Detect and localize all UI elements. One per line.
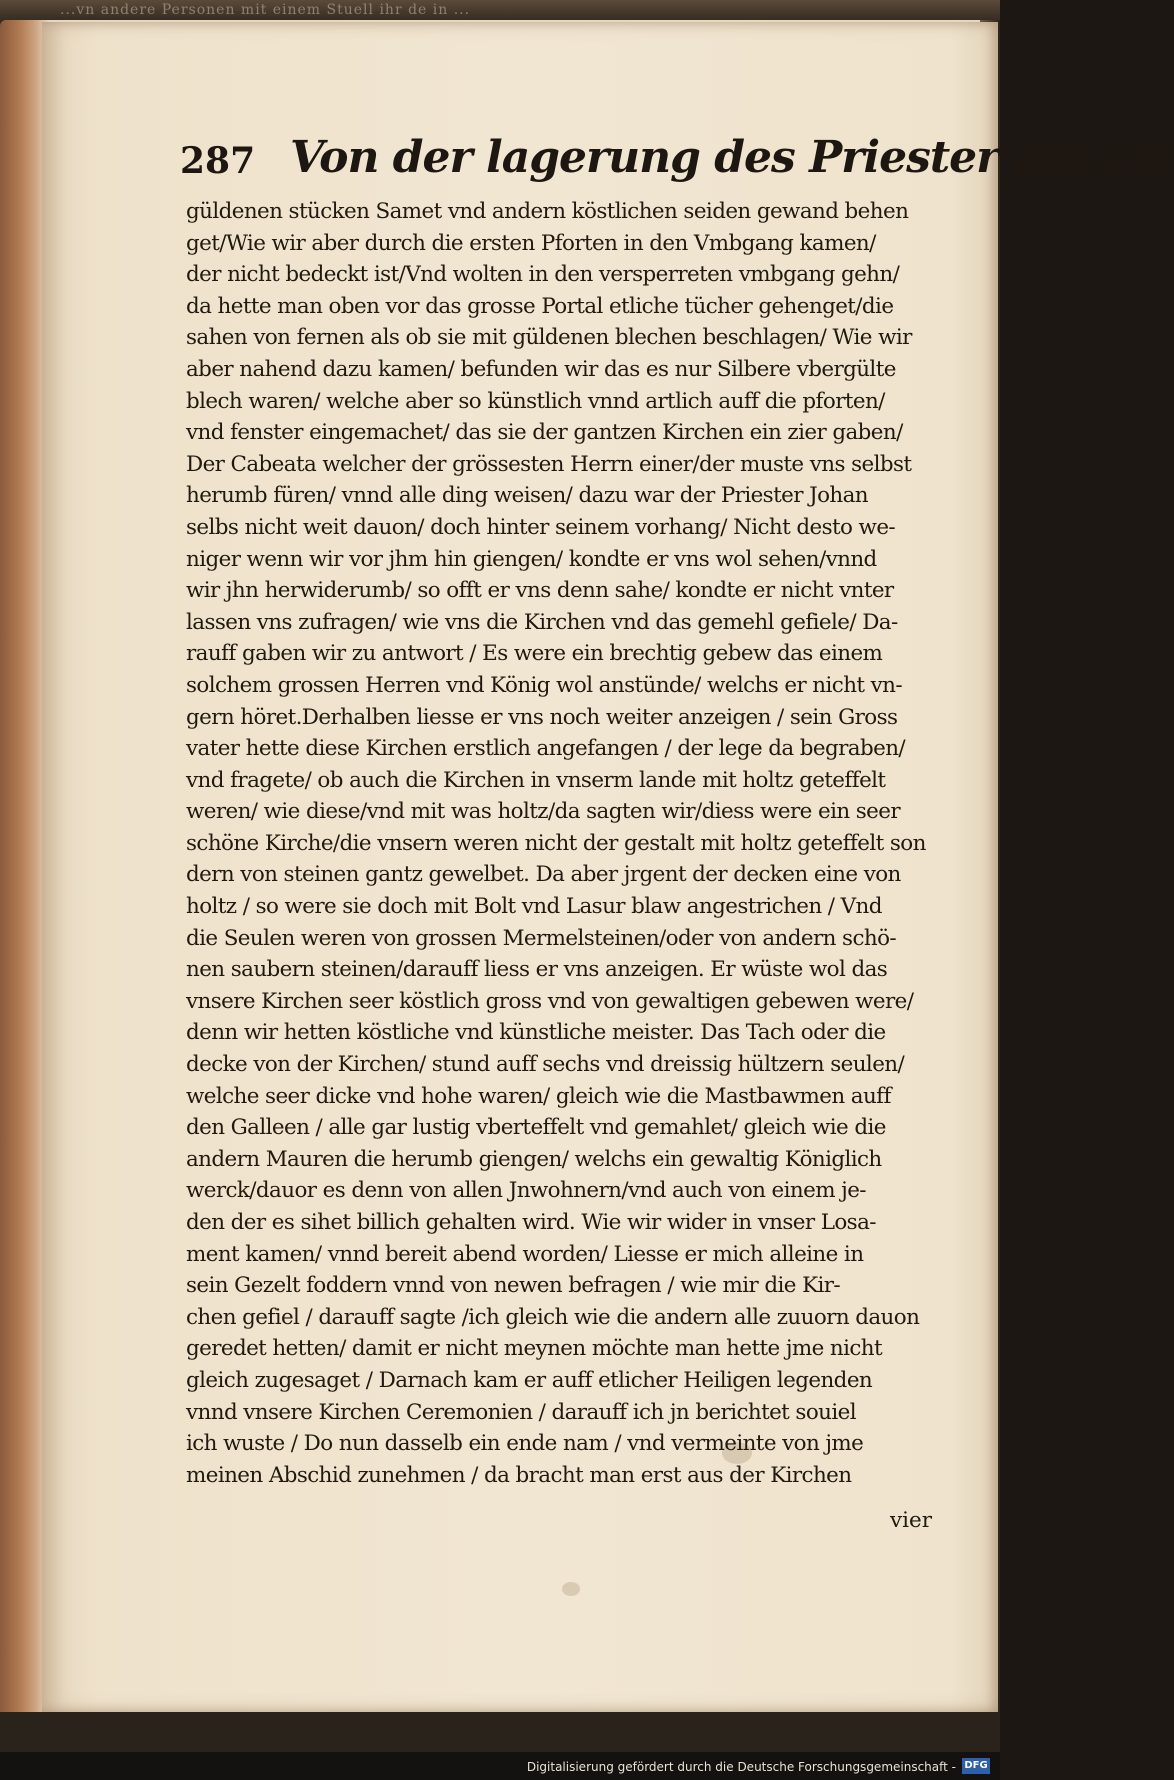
text-line: welche seer dicke vnd hohe waren/ gleich wie die Mastbawmen auff [186, 1083, 891, 1109]
text-line: Der Cabeata welcher der grössesten Herrn einer/der muste vns selbst [186, 451, 912, 477]
text-line: güldenen stücken Samet vnd andern köstlichen seiden gewand behen [186, 199, 909, 224]
text-line: der nicht bedeckt ist/Vnd wolten in den versperreten vmbgang gehn/ [186, 262, 900, 288]
text-line: gern höret.Derhalben liesse er vns noch weiter anzeigen / sein Gross [186, 704, 898, 730]
text-line: vater hette diese Kirchen erstlich angefangen / der lege da begraben/ [186, 736, 906, 762]
text-line: wir jhn herwiderumb/ so offt er vns denn sahe/ kondte er nicht vnter [186, 578, 894, 604]
text-line: nen saubern steinen/darauff liess er vns anzeigen. Er wüste wol das [186, 957, 888, 983]
text-line: chen gefiel / darauff sagte /ich gleich wie die andern alle zuuorn dauon [186, 1304, 920, 1330]
text-line: ment kamen/ vnnd bereit abend worden/ Liesse er mich alleine in [186, 1241, 864, 1267]
text-line: weren/ wie diese/vnd mit was holtz/da sagten wir/diess were ein seer [186, 799, 901, 825]
text-line: get/Wie wir aber durch die ersten Pforten in den Vmbgang kamen/ [186, 230, 876, 256]
text-line: blech waren/ welche aber so künstlich vnnd artlich auff die pforten/ [186, 388, 885, 414]
text-line: holtz / so were sie doch mit Bolt vnd Lasur blaw angestrichen / Vnd [186, 894, 882, 920]
text-line: ich wuste / Do nun dasselb ein ende nam / vnd vermeinte von jme [186, 1431, 864, 1457]
text-line: decke von der Kirchen/ stund auff sechs vnd dreissig hültzern seulen/ [186, 1052, 905, 1078]
bleed-through-text: ...vn andere Personen mit einem Stuell ihr de in ... [60, 2, 471, 18]
text-line: lassen vns zufragen/ wie vns die Kirchen vnd das gemehl gefiele/ Da- [186, 609, 898, 635]
text-line: andern Mauren die herumb giengen/ welchs ein gewaltig Königlich [186, 1146, 882, 1172]
foxing-spot [562, 1582, 580, 1596]
text-line: gleich zugesaget / Darnach kam er auff etlicher Heiligen legenden [186, 1367, 873, 1393]
text-line: sein Gezelt foddern vnnd von newen befragen / wie mir die Kir- [186, 1273, 841, 1299]
text-line: dern von steinen gantz gewelbet. Da aber jrgent der decken eine von [186, 862, 901, 888]
page-number: 287 [180, 140, 256, 182]
text-line: herumb füren/ vnnd alle ding weisen/ dazu war der Priester Johan [186, 483, 868, 509]
text-line: meinen Abschid zunehmen / da bracht man erst aus der Kirchen [186, 1462, 852, 1488]
text-line: selbs nicht weit dauon/ doch hinter seinem vorhang/ Nicht desto we- [186, 514, 896, 540]
page-header [180, 132, 1174, 192]
dfg-logo: DFG [962, 1758, 990, 1774]
text-line: aber nahend dazu kamen/ befunden wir das es nur Silbere vbergülte [186, 356, 896, 382]
text-line: den der es sihet billich gehalten wird. Wie wir wider in vnser Losa- [186, 1210, 876, 1235]
text-line: vnd fragete/ ob auch die Kirchen in vnserm lande mit holtz geteffelt [186, 767, 886, 793]
text-line: da hette man oben vor das grosse Portal etliche tücher gehenget/die [186, 293, 894, 319]
text-line: die Seulen weren von grossen Mermelsteinen/oder von andern schö- [186, 925, 897, 951]
text-line: rauff gaben wir zu antwort / Es were ein brechtig gebew das einem [186, 641, 883, 667]
bottom-band [0, 1712, 1000, 1752]
text-line: den Galleen / alle gar lustig vberteffelt vnd gemahlet/ gleich wie die [186, 1115, 886, 1141]
text-line: solchem grossen Herren vnd König wol anstünde/ welchs er nicht vn- [186, 672, 903, 698]
text-line: schöne Kirche/die vnsern weren nicht der gestalt mit holtz geteffelt son [186, 830, 926, 856]
body-text [186, 196, 946, 1491]
text-line: vnsere Kirchen seer köstlich gross vnd von gewaltigen gebewen were/ [186, 988, 914, 1014]
running-title: Von der lagerung des Priester Johans [290, 132, 1174, 183]
text-line: niger wenn wir vor jhm hin giengen/ kondte er vns wol sehen/vnnd [186, 546, 877, 572]
text-line: vnd fenster eingemachet/ das sie der gantzen Kirchen ein zier gaben/ [186, 420, 903, 446]
text-line: vnnd vnsere Kirchen Ceremonien / darauff ich jn berichtet souiel [186, 1399, 856, 1425]
funding-credit: Digitalisierung gefördert durch die Deutsche Forschungsgemeinschaft - [526, 1760, 956, 1774]
text-line: denn wir hetten köstliche vnd künstliche meister. Das Tach oder die [186, 1020, 886, 1046]
text-line: geredet hetten/ damit er nicht meynen möchte man hette jme nicht [186, 1336, 883, 1362]
text-line: sahen von fernen als ob sie mit güldenen blechen beschlagen/ Wie wir [186, 325, 912, 351]
catchword: vier [890, 1508, 933, 1533]
text-line: werck/dauor es denn von allen Jnwohnern/vnd auch von einem je- [186, 1178, 866, 1204]
